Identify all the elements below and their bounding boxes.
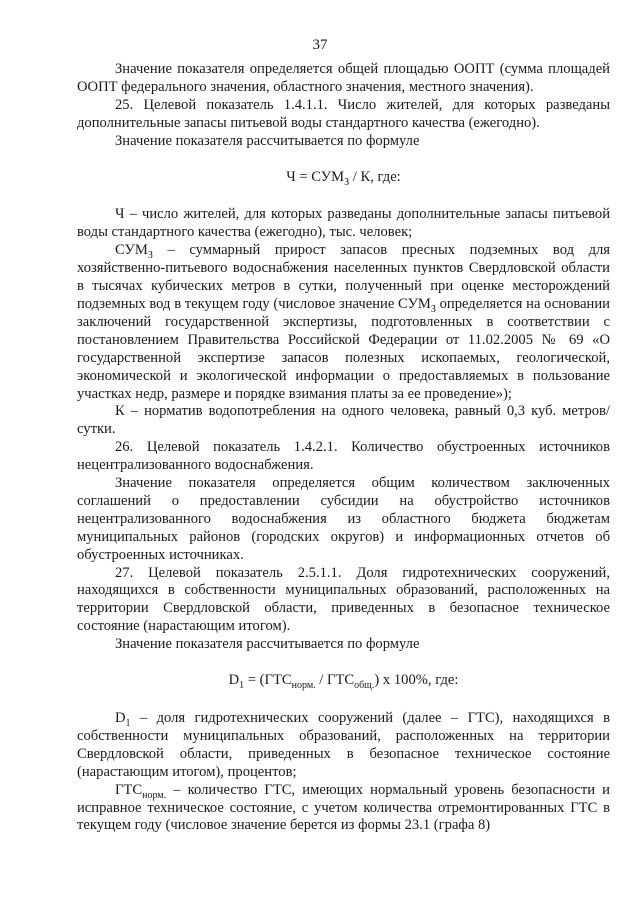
paragraph-6: К – норматив водопотребления на одного человека, равный 0,3 куб. метров/сутки. (77, 403, 610, 438)
formula-1: $Ч = СУМ_З / К$, где: (286, 168, 401, 188)
document-body (77, 61, 610, 835)
paragraph-10: Значение показателя рассчитывается по формуле (115, 636, 420, 653)
paragraph-1: Значение показателя определяется общей площадью ООПТ (сумма площадей ООПТ федерального значения, областного значения, местного значения). (77, 61, 610, 95)
paragraph-3: Значение показателя рассчитывается по формуле (115, 132, 420, 149)
paragraph-4: Ч – число жителей, для которых разведаны дополнительные запасы питьевой воды стандартного качества (ежегодно), тыс. человек; (77, 206, 610, 241)
paragraph-9: 27. Целевой показатель 2.5.1.1. Доля гидротехнических сооружений, находящихся в собственности муниципальных образований, расположенных на территории Свердловской области, приведенных в безопасное техническое состояние (нарастающим итогом). (77, 564, 610, 635)
paragraph-7: 26. Целевой показатель 1.4.2.1. Количество обустроенных источников нецентрализованного водоснабжения. (77, 439, 610, 474)
paragraph-5: $СУМ_З$ – суммарный прирост запасов пресных подземных вод для хозяйственно-питьевого водоснабжения населенных пунктов Свердловской области в тысячах кубических метров в сутки, полученный при оценке месторождений подземных вод в текущем году (числовое значение $СУМ_З$ определяется на основании заключений государственной экспертизы, подготовленных в соответствии с постановлением Правительства Российской Федерации от 11.02.2005 № 69 «О государственной экспертизе запасов полезных ископаемых, геологической, экономической и экологической информации о предоставляемых в пользование участках недр, размере и порядке взимания платы за ее проведение»); (77, 242, 610, 402)
formula-2: $D_1 = (ГТС_{норм.} / ГТС_{общ.})$ x 100%, где: (228, 672, 459, 691)
page-number: 37 (312, 37, 328, 53)
paragraph-2: 25. Целевой показатель 1.4.1.1. Число жителей, для которых разведаны дополнительные запасы питьевой воды стандартного качества (ежегодно). (77, 96, 610, 131)
paragraph-8: Значение показателя определяется общим количеством заключенных соглашений о предоставлении субсидии на обустройство источников нецентрализованного водоснабжения из областного бюджета бюджетам муниципальных районов (городских округов) и информационных отчетов об обустроенных источниках. (77, 475, 610, 563)
paragraph-11: $D_1$ – доля гидротехнических сооружений (далее – ГТС), находящихся в собственности муниципальных образований, расположенных на территории Свердловской области, приведенных в безопасное техническое состояние (нарастающим итогом), процентов; (77, 710, 610, 780)
paragraph-12: $ГТС_{норм.}$ – количество ГТС, имеющих нормальный уровень безопасности и исправное техническое состояние, с учетом количества отремонтированных ГТС в текущем году (числовое значение берется из формы 23.1 (графа 8) (77, 781, 610, 834)
